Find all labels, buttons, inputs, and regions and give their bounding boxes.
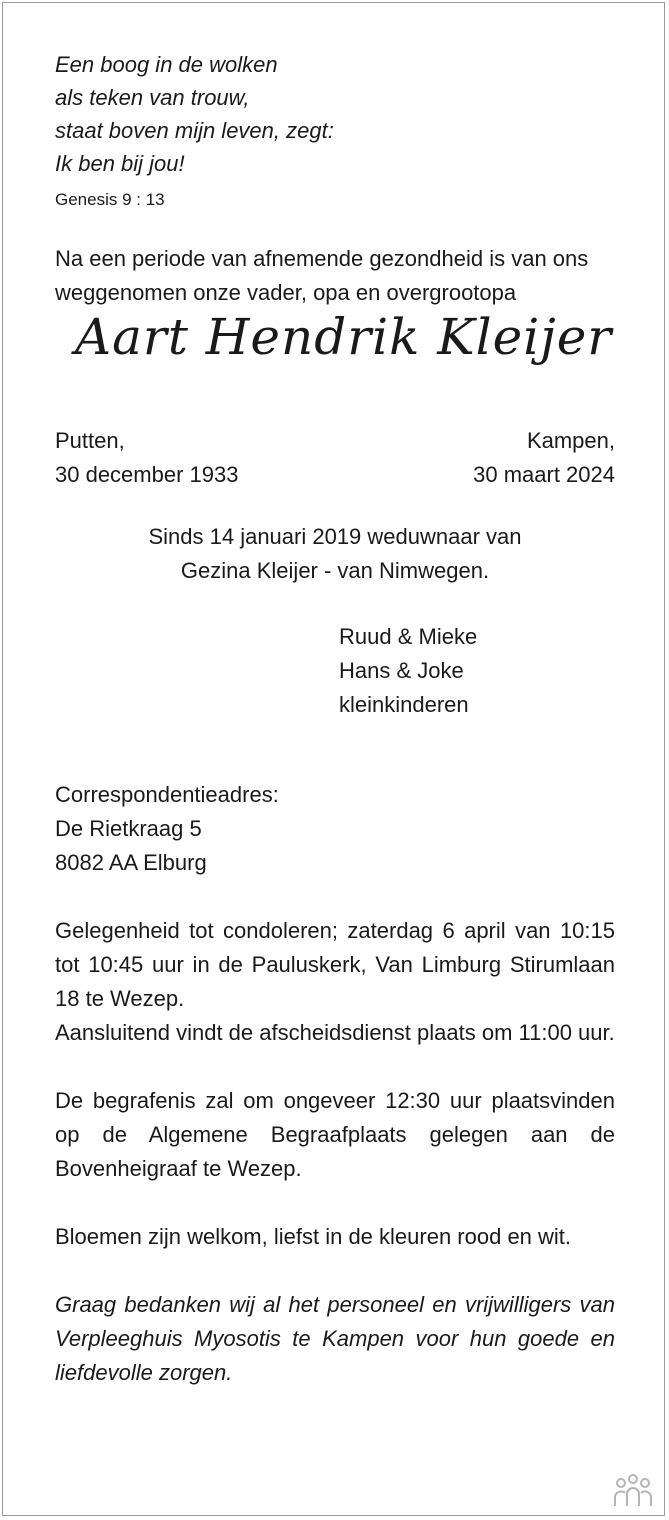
notice-content bbox=[55, 48, 615, 1390]
correspondence-address bbox=[55, 778, 615, 880]
poem-line: staat boven mijn leven, zegt: bbox=[55, 118, 334, 143]
death-info bbox=[473, 424, 615, 492]
birth-info bbox=[55, 424, 238, 492]
widower-note bbox=[55, 520, 615, 588]
address-line: 8082 AA Elburg bbox=[55, 850, 207, 875]
widower-line: Sinds 14 januari 2019 weduwnaar van bbox=[148, 524, 522, 549]
death-place: Kampen, bbox=[526, 428, 615, 453]
poem-line: Een boog in de wolken bbox=[55, 52, 278, 77]
service-text: Aansluitend vindt de afscheidsdienst plaats om 11:00 uur. bbox=[55, 1020, 615, 1045]
poem bbox=[55, 48, 615, 180]
death-date: 30 maart 2024 bbox=[473, 462, 615, 487]
people-logo-icon bbox=[611, 1472, 655, 1508]
thanks-text: Graag bedanken wij al het personeel en vrijwilligers van Verpleeghuis Myosotis te Kampen voor hun goede en liefdevolle zorgen. bbox=[55, 1292, 615, 1385]
condolence-text: Gelegenheid tot condoleren; zaterdag 6 april van 10:15 tot 10:45 uur in de Pauluskerk, Van Limburg Stirumlaan 18 te Wezep. bbox=[55, 918, 615, 1011]
family-member: Hans & Joke bbox=[339, 658, 464, 683]
family-member: Ruud & Mieke bbox=[339, 624, 478, 649]
address-line: De Rietkraag 5 bbox=[55, 816, 202, 841]
verse-reference: Genesis 9 : 13 bbox=[55, 190, 165, 209]
deceased-name: Aart Hendrik Kleijer bbox=[75, 308, 613, 366]
flowers-text: Bloemen zijn welkom, liefst in de kleuren rood en wit. bbox=[55, 1224, 572, 1249]
birth-place: Putten, bbox=[55, 428, 125, 453]
family-list bbox=[339, 620, 615, 722]
birth-date: 30 december 1933 bbox=[55, 462, 239, 487]
poem-line: Ik ben bij jou! bbox=[55, 151, 185, 176]
burial-text: De begrafenis zal om ongeveer 12:30 uur plaatsvinden op de Algemene Begraafplaats gelegen aan de Bovenheigraaf te Wezep. bbox=[55, 1088, 615, 1181]
deceased-name-signature bbox=[55, 310, 615, 420]
family-member: kleinkinderen bbox=[339, 692, 469, 717]
dates-row bbox=[55, 424, 615, 492]
poem-line: als teken van trouw, bbox=[55, 85, 250, 110]
address-line: Correspondentieadres: bbox=[55, 782, 279, 807]
intro-text: Na een periode van afnemende gezondheid is van ons weggenomen onze vader, opa en overgrootopa bbox=[55, 246, 589, 305]
widower-line: Gezina Kleijer - van Nimwegen. bbox=[180, 558, 490, 583]
